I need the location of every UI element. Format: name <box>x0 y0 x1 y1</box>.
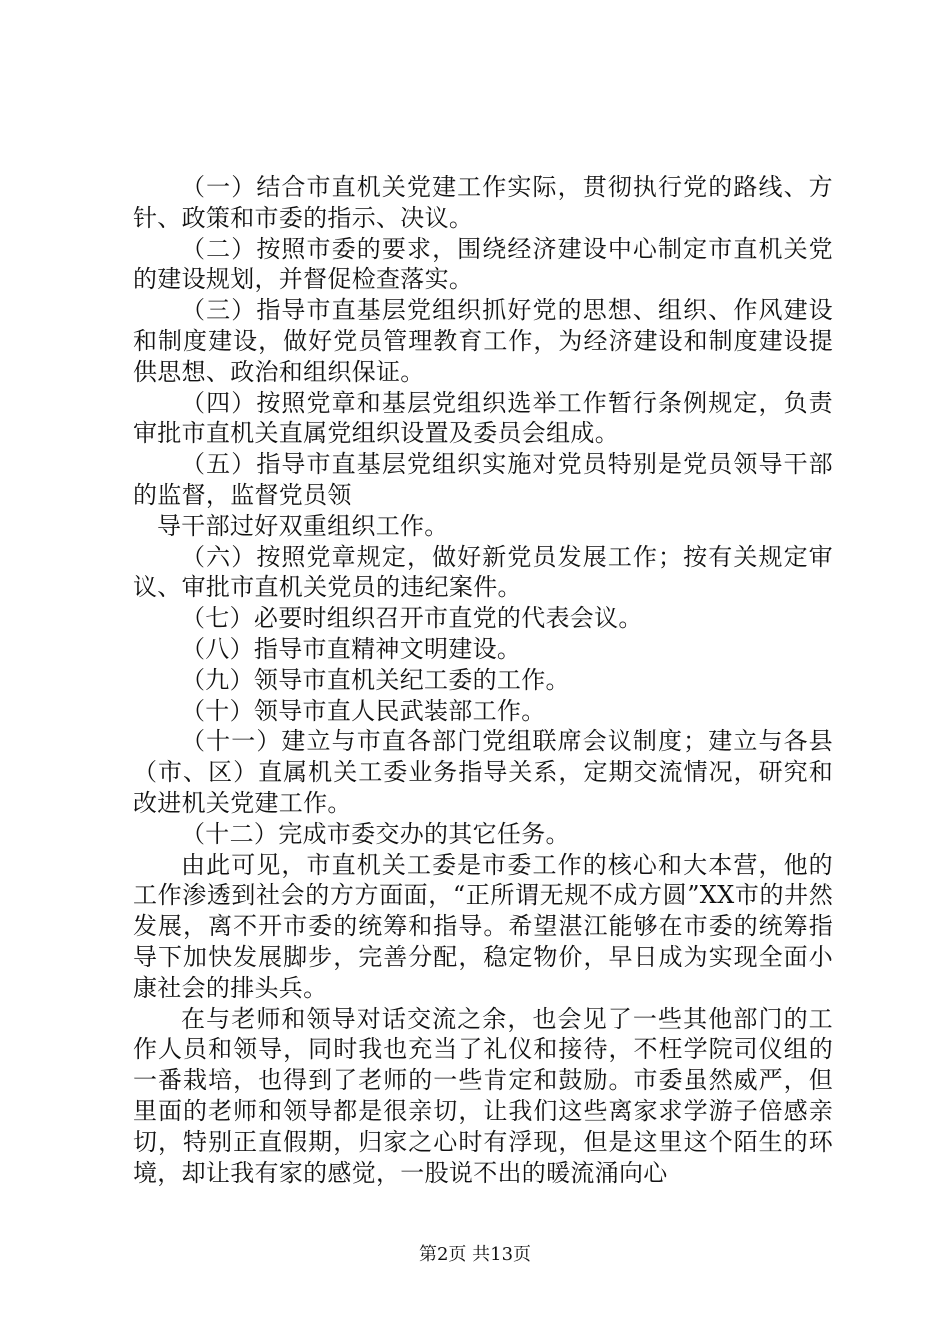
paragraph-6: （六）按照党章规定，做好新党员发展工作；按有关规定审议、审批市直机关党员的违纪案件。 <box>133 542 833 602</box>
paragraph-reflection: 在与老师和领导对话交流之余，也会见了一些其他部门的工作人员和领导，同时我也充当了礼仪和接待，不枉学院司仪组的一番栽培，也得到了老师的一些肯定和鼓励。市委虽然威严，但里面的老师和领导都是很亲切，让我们这些离家求学游子倍感亲切，特别正直假期，归家之心时有浮现，但是这里这个陌生的环境，却让我有家的感觉，一股说不出的暖流涌向心 <box>133 1004 833 1187</box>
document-body <box>133 172 833 1188</box>
paragraph-summary: 由此可见，市直机关工委是市委工作的核心和大本营，他的工作渗透到社会的方方面面，“正所谓无规不成方圆”XX市的井然发展，离不开市委的统筹和指导。希望湛江能够在市委的统筹指导下加快发展脚步，完善分配，稳定物价，早日成为实现全面小康社会的排头兵。 <box>133 850 833 1002</box>
paragraph-5-continuation: 导干部过好双重组织工作。 <box>157 511 449 540</box>
paragraph-8: （八）指导市直精神文明建设。 <box>181 634 522 663</box>
paragraph-12: （十二）完成市委交办的其它任务。 <box>181 819 570 848</box>
paragraph-1: （一）结合市直机关党建工作实际，贯彻执行党的路线、方针、政策和市委的指示、决议。 <box>133 173 833 232</box>
page-footer: 第2页 共13页 <box>418 1244 532 1265</box>
paragraph-11: （十一）建立与市直各部门党组联席会议制度；建立与各县（市、区）直属机关工委业务指导关系，定期交流情况，研究和改进机关党建工作。 <box>133 727 833 817</box>
paragraph-10: （十）领导市直人民武装部工作。 <box>181 696 546 725</box>
paragraph-9: （九）领导市直机关纪工委的工作。 <box>181 665 570 694</box>
paragraph-7: （七）必要时组织召开市直党的代表会议。 <box>181 604 643 633</box>
paragraph-4: （四）按照党章和基层党组织选举工作暂行条例规定，负责审批市直机关直属党组织设置及委员会组成。 <box>133 388 833 448</box>
paragraph-2: （二）按照市委的要求，围绕经济建设中心制定市直机关党的建设规划，并督促检查落实。 <box>133 234 833 294</box>
paragraph-5: （五）指导市直基层党组织实施对党员特别是党员领导干部的监督，监督党员领 <box>133 450 833 509</box>
paragraph-3: （三）指导市直基层党组织抓好党的思想、组织、作风建设和制度建设，做好党员管理教育工作，为经济建设和制度建设提供思想、政治和组织保证。 <box>133 296 833 386</box>
